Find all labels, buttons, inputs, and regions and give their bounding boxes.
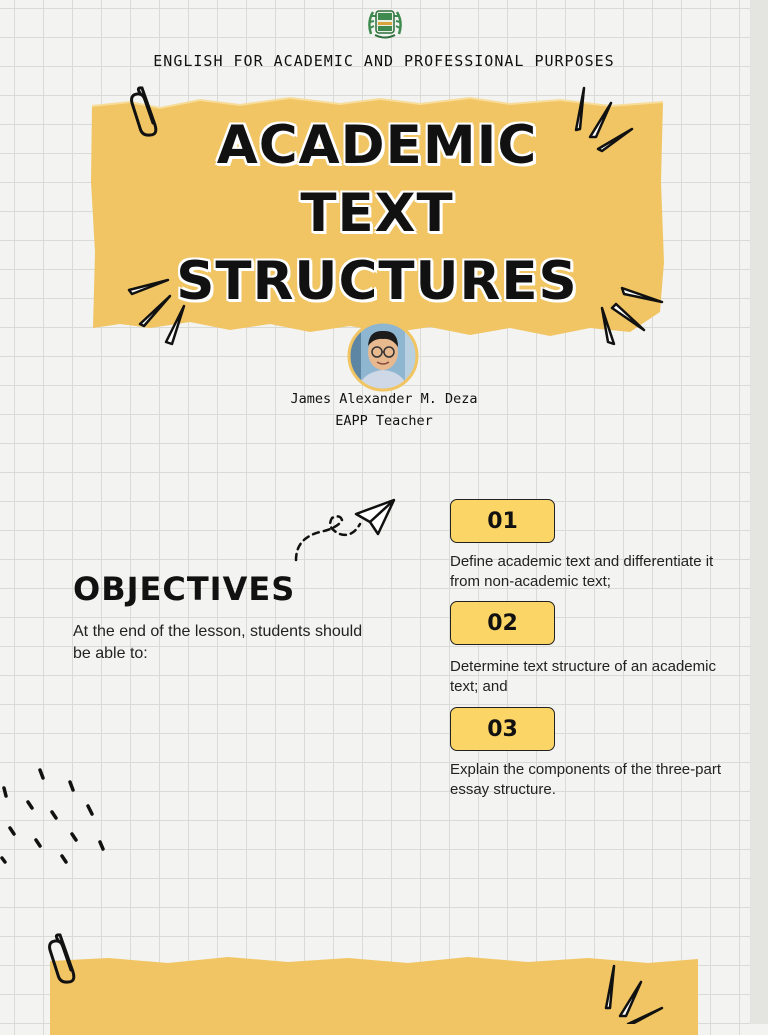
- burst-lines-icon: [126, 276, 188, 346]
- objectives-heading: OBJECTIVES: [73, 570, 296, 608]
- burst-lines-icon: [598, 282, 666, 347]
- page-edge-shade: [750, 0, 768, 1024]
- objective-text-3: Explain the components of the three-part essay structure.: [450, 761, 721, 798]
- scribble-marks-icon: [0, 764, 112, 864]
- objective-number-1: 01: [450, 499, 555, 543]
- school-seal-icon: [365, 4, 405, 42]
- objective-text-1: Define academic text and differentiate it from non-academic text;: [450, 553, 714, 590]
- burst-lines-icon: [596, 962, 666, 1024]
- teacher-avatar: [347, 320, 419, 392]
- burst-lines-icon: [566, 85, 636, 155]
- paperclip-icon: [46, 932, 82, 984]
- objective-number-2: 02: [450, 601, 555, 645]
- paper-plane-icon: [290, 494, 400, 562]
- course-title: ENGLISH FOR ACADEMIC AND PROFESSIONAL PURPOSES: [153, 52, 615, 70]
- objective-text-2: Determine text structure of an academic text; and: [450, 658, 716, 695]
- teacher-name: James Alexander M. Deza: [290, 391, 478, 407]
- title-line-2: TEXT: [300, 183, 454, 244]
- title-line-3: STRUCTURES: [176, 251, 578, 312]
- teacher-role: EAPP Teacher: [335, 413, 433, 429]
- objective-number-3: 03: [450, 707, 555, 751]
- paperclip-icon: [128, 85, 164, 137]
- title-line-1: ACADEMIC: [216, 115, 538, 176]
- objectives-intro: At the end of the lesson, students should be able to:: [73, 623, 363, 662]
